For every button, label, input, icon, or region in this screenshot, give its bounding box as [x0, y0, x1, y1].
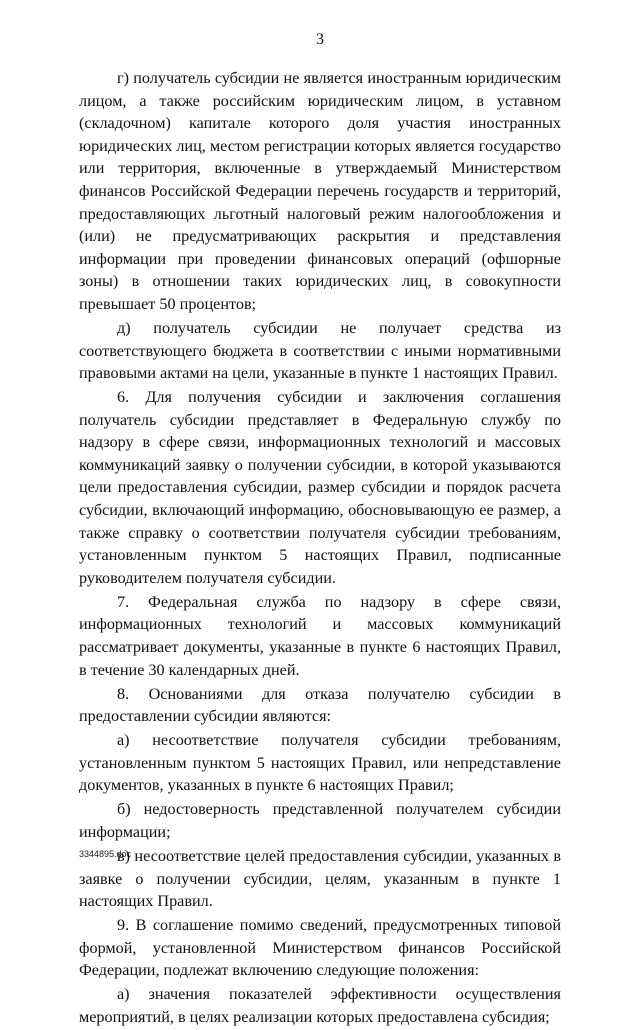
document-body	[79, 67, 561, 1030]
paragraph-d: д) получатель субсидии не получает средства из соответствующего бюджета в соответствии с иными нормативными правовыми актами на цели, указанные в пункте 1 настоящих Правил.	[79, 318, 561, 383]
footer-file-name: 3344895.doc	[79, 849, 132, 859]
paragraph-g: г) получатель субсидии не является иностранным юридическим лицом, а также российским юридическим лицом, в уставном (складочном) капитале которого доля участия иностранных юридических лиц, местом регистрации которых является государство или территория, включенные в утверждаемый Министерством финансов Российской Федерации перечень государств и территорий, предоставляющих льготный налоговый режим налогообложения и (или) не предусматривающих раскрытия и представления информации при проведении финансовых операций (офшорные зоны) в отношении таких юридических лиц, в совокупности превышает 50 процентов;	[79, 69, 561, 313]
paragraph-8a: а) несоответствие получателя субсидии требованиям, установленным пунктом 5 настоящих Правил, или непредставление документов, указанных в пункте 6 настоящих Правил;	[79, 731, 561, 795]
paragraph-8v: в) несоответствие целей предоставления субсидии, указанных в заявке о получении субсидии, целям, указанным в пункте 1 настоящих Правил.	[79, 846, 561, 911]
paragraph-7: 7. Федеральная служба по надзору в сфере связи, информационных технологий и массовых коммуникаций рассматривает документы, указанные в пункте 6 настоящих Правил, в течение 30 календарных дней.	[79, 592, 561, 679]
paragraph-9a: а) значения показателей эффективности осуществления мероприятий, в целях реализации которых предоставлена субсидия;	[79, 985, 561, 1026]
paragraph-8b: б) недостоверность представленной получателем субсидии информации;	[79, 800, 561, 841]
paragraph-6: 6. Для получения субсидии и заключения соглашения получатель субсидии представляет в Федеральную службу по надзору в сфере связи, информационных технологий и массовых коммуникаций заявку о получении субсидии, в которой указываются цели предоставления субсидии, размер субсидии и порядок расчета субсидии, включающий информацию, обосновывающую ее размер, а также справку о соответствии получателя субсидии требованиям, установленным пунктом 5 настоящих Правил, подписанные руководителем получателя субсидии.	[79, 388, 561, 587]
page-number: 3	[316, 31, 324, 48]
paragraph-8: 8. Основаниями для отказа получателю субсидии в предоставлении субсидии являются:	[79, 684, 561, 726]
paragraph-9: 9. В соглашение помимо сведений, предусмотренных типовой формой, установленной Министерством финансов Российской Федерации, подлежат включению следующие положения:	[79, 916, 561, 980]
